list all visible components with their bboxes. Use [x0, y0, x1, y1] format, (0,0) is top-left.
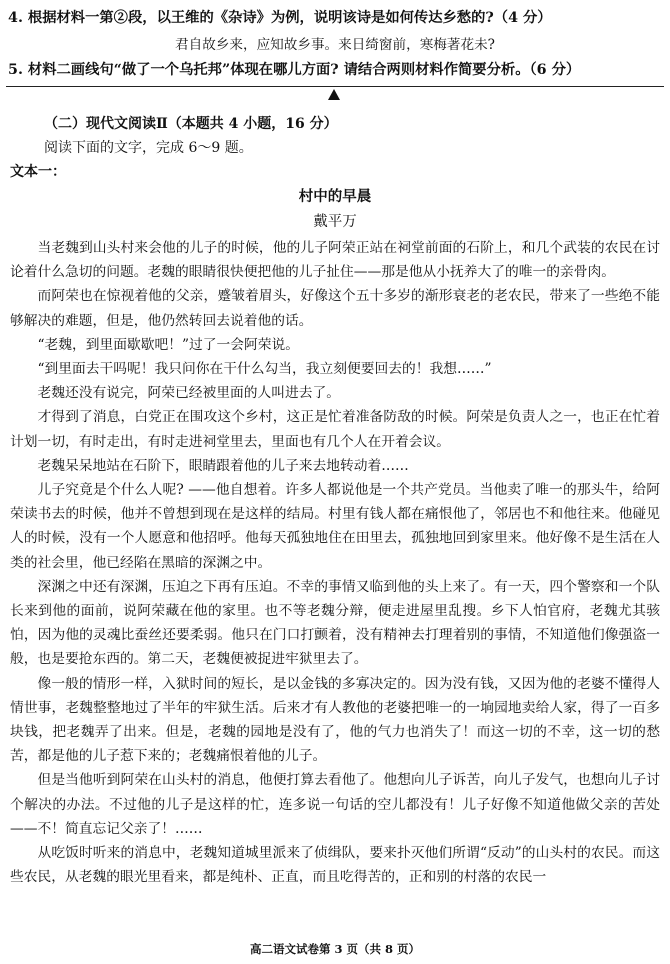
text-one-label: 文本一：: [10, 164, 66, 180]
section-heading: （二）现代文阅读Ⅱ（本题共 4 小题，16 分）: [44, 116, 338, 132]
question-4-poem: 君自故乡来，应知故乡事。来日绮窗前，寒梅著花未?: [175, 37, 495, 53]
question-5: 5. 材料二画线句“做了一个乌托邦”体现在哪儿方面? 请结合两则材料作简要分析。（6 分）: [8, 62, 581, 78]
article-title: 村中的早晨: [298, 189, 372, 205]
article-paragraph: “老魏，到里面歇歇吧！”过了一会阿荣说。: [37, 336, 300, 353]
article-paragraph: “到里面去干吗呢！我只问你在干什么勾当，我立刻便要回去的！我想……”: [37, 361, 492, 378]
article-author: 戴平万: [313, 214, 357, 230]
article-paragraph: 深渊之中还有深渊，压迫之下再有压迫。不幸的事情又临到他的头上来了。有一天，四个警察和一个队长来到他的面前，说阿荣藏在他的家里。也不等老魏分辩，便走进屋里乱搜。乡下人怕官府，老魏尤其骇怕，因为他的灵魂比蚕丝还要柔弱。他只在门口打颤着，没有精神去打理着别的事情，不知道他们像强盗一般，也是要抢东西的。第二天，老魏便被捉进牢狱里去了。: [10, 578, 660, 668]
question-4: 4. 根据材料一第②段，以王维的《杂诗》为例，说明该诗是如何传达乡愁的?（4 分）: [8, 10, 552, 26]
section-divider-line: [6, 86, 664, 87]
article-paragraph: 像一般的情形一样，入狱时间的短长，是以金钱的多寡决定的。因为没有钱，又因为他的老婆不懂得人情世事，老魏整整地过了半年的牢狱生活。后来才有人教他的老婆把唯一的一垧园地卖给人家，得了一百多块钱，把老魏弄了出来。但是，老魏的园地是没有了，他的气力也消失了！而这一切的不幸，这一切的愁苦，都是他的儿子惹下来的；老魏痛恨着他的儿子。: [10, 675, 660, 765]
article-paragraph: 从吃饭时听来的消息中，老魏知道城里派来了侦缉队，要来扑灭他们所谓“反动”的山头村的农民。而这些农民，从老魏的眼光里看来，都是纯朴、正直，而且吃得苦的，正和别的村落的农民一: [10, 845, 660, 886]
triangle-marker-icon: [328, 89, 340, 100]
article-paragraph: 老魏还没有说完，阿荣已经被里面的人叫进去了。: [37, 385, 341, 402]
article-paragraph: 但是当他听到阿荣在山头村的消息，他便打算去看他了。他想向儿子诉苦，向儿子发气，也想向儿子讨个解决的办法。不过他的儿子是这样的忙，连多说一句话的空儿都没有！儿子好像不知道他做父亲的苦处——不！简直忘记父亲了！……: [10, 772, 660, 837]
article-body: [10, 236, 660, 889]
section-instruction: 阅读下面的文字，完成 6～9 题。: [44, 140, 253, 156]
article-paragraph: 而阿荣也在惊视着他的父亲，蹙皱着眉头，好像这个五十多岁的渐形衰老的老农民，带来了一些绝不能够解决的难题，但是，他仍然转回去说着他的话。: [10, 288, 660, 329]
article-paragraph: 老魏呆呆地站在石阶下，眼睛跟着他的儿子来去地转动着……: [37, 457, 409, 474]
article-paragraph: 才得到了消息，白党正在围攻这个乡村，这正是忙着准备防敌的时候。阿荣是负责人之一，也正在忙着计划一切，有时走出，有时走进祠堂里去，里面也有几个人在开着会议。: [10, 409, 660, 450]
page-footer: 高二语文试卷第 3 页（共 8 页）: [249, 942, 421, 956]
article-paragraph: 儿子究竟是个什么人呢? ——他自想着。许多人都说他是一个共产党员。当他卖了唯一的那头牛，给阿荣读书去的时候，他并不曾想到现在是这样的结局。村里有钱人都在痛恨他了，邻居也不和他往来。他碰见人的时候，没有一个人愿意和他招呼。他每天孤独地住在田里去，孤独地回到家里来。他好像不是生活在人类的社会里，他已经陷在黑暗的深渊之中。: [10, 482, 660, 571]
article-paragraph: 当老魏到山头村来会他的儿子的时候，他的儿子阿荣正站在祠堂前面的石阶上，和几个武装的农民在讨论着什么急切的问题。老魏的眼睛很快便把他的儿子扯住——那是他从小抚养大了的唯一的亲骨肉。: [10, 240, 660, 281]
